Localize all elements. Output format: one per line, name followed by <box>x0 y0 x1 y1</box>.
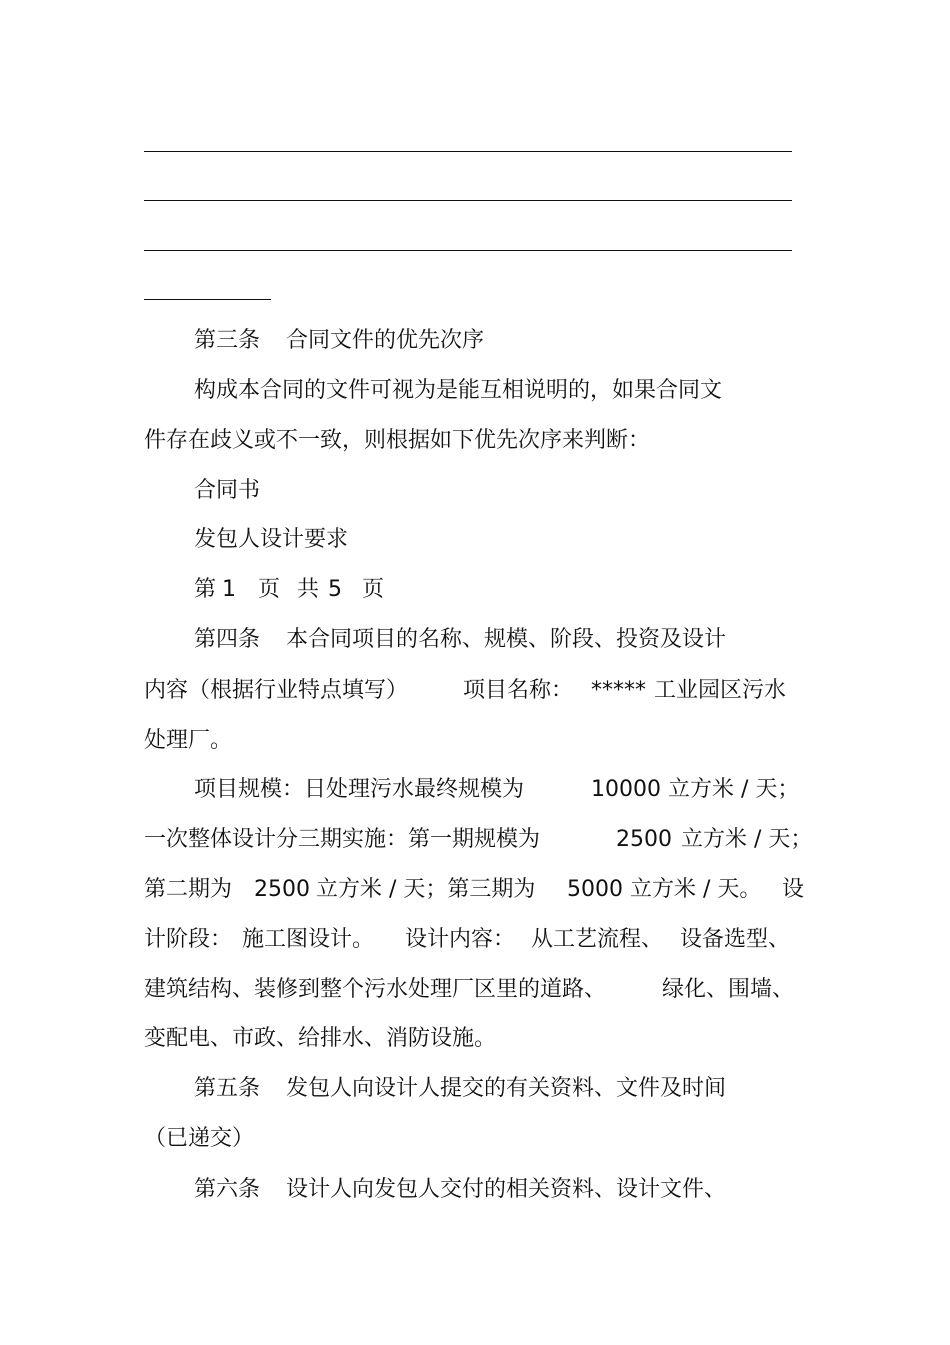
phase-2-value: 2500 <box>254 877 310 902</box>
article-3-number: 第三条 <box>194 328 261 353</box>
design-content-process: 从工艺流程、 <box>531 927 664 952</box>
footer-total-pages: 5 <box>328 577 342 602</box>
article-3-paragraph-line-1: 构成本合同的文件可视为是能互相说明的，如果合同文 <box>194 378 723 403</box>
article-6-title: 设计人向发包人交付的相关资料、设计文件、 <box>286 1177 727 1202</box>
phase-2-label: 第二期为 <box>144 877 233 902</box>
blank-fill-line-4 <box>144 299 271 300</box>
footer-ye: 页 <box>258 577 281 602</box>
article-3-paragraph-line-2: 件存在歧义或不一致，则根据如下优先次序来判断： <box>144 428 651 453</box>
design-content-label: 设计内容： <box>405 927 516 952</box>
phase-1-value: 2500 <box>616 827 672 852</box>
project-scale-label: 项目规模：日处理污水最终规模为 <box>194 777 525 802</box>
footer-di: 第 <box>194 577 217 602</box>
article-5-number: 第五条 <box>194 1076 261 1101</box>
article-3-title: 合同文件的优先次序 <box>286 328 485 353</box>
project-name-label: 项目名称： <box>463 678 574 703</box>
design-content-equipment: 设备选型、 <box>680 927 791 952</box>
footer-page-number: 1 <box>222 577 236 602</box>
footer-ye-end: 页 <box>362 577 385 602</box>
article-4-title: 本合同项目的名称、规模、阶段、投资及设计 <box>286 627 727 652</box>
final-scale-unit: 立方米 / 天； <box>668 777 800 802</box>
design-content-structure: 建筑结构、装修到整个污水处理厂区里的道路、 <box>144 977 607 1002</box>
design-content-greening: 绿化、围墙、 <box>662 977 795 1002</box>
article-5-title: 发包人向设计人提交的有关资料、文件及时间 <box>286 1076 727 1101</box>
project-scale-line-6: 变配电、市政、给排水、消防设施。 <box>144 1026 497 1051</box>
priority-item-contract: 合同书 <box>194 478 261 503</box>
project-name-value: 工业园区污水 <box>654 678 787 703</box>
design-stage-start: 设 <box>782 877 805 902</box>
article-4-number: 第四条 <box>194 627 261 652</box>
final-scale-value: 10000 <box>591 777 661 802</box>
design-stage-label: 计阶段： <box>144 927 233 952</box>
priority-item-design-requirements: 发包人设计要求 <box>194 527 349 552</box>
design-stage-value: 施工图设计。 <box>242 927 375 952</box>
phase-2-unit-and-phase-3-label: 立方米 / 天；第三期为 <box>316 877 536 902</box>
article-4-content-note: 内容（根据行业特点填写） <box>144 678 409 703</box>
project-name-mask: ***** <box>591 678 646 703</box>
blank-fill-line-2 <box>144 200 792 201</box>
phase-3-unit: 立方米 / 天。 <box>630 877 762 902</box>
phase-1-label: 一次整体设计分三期实施：第一期规模为 <box>144 827 541 852</box>
blank-fill-line-3 <box>144 250 792 251</box>
phase-1-unit: 立方米 / 天； <box>681 827 813 852</box>
phase-3-value: 5000 <box>567 877 623 902</box>
article-4-line-3: 处理厂。 <box>144 728 233 753</box>
article-6-number: 第六条 <box>194 1177 261 1202</box>
blank-fill-line-1 <box>144 151 792 152</box>
article-5-line-2: （已递交） <box>144 1126 255 1151</box>
footer-gong: 共 <box>297 577 320 602</box>
